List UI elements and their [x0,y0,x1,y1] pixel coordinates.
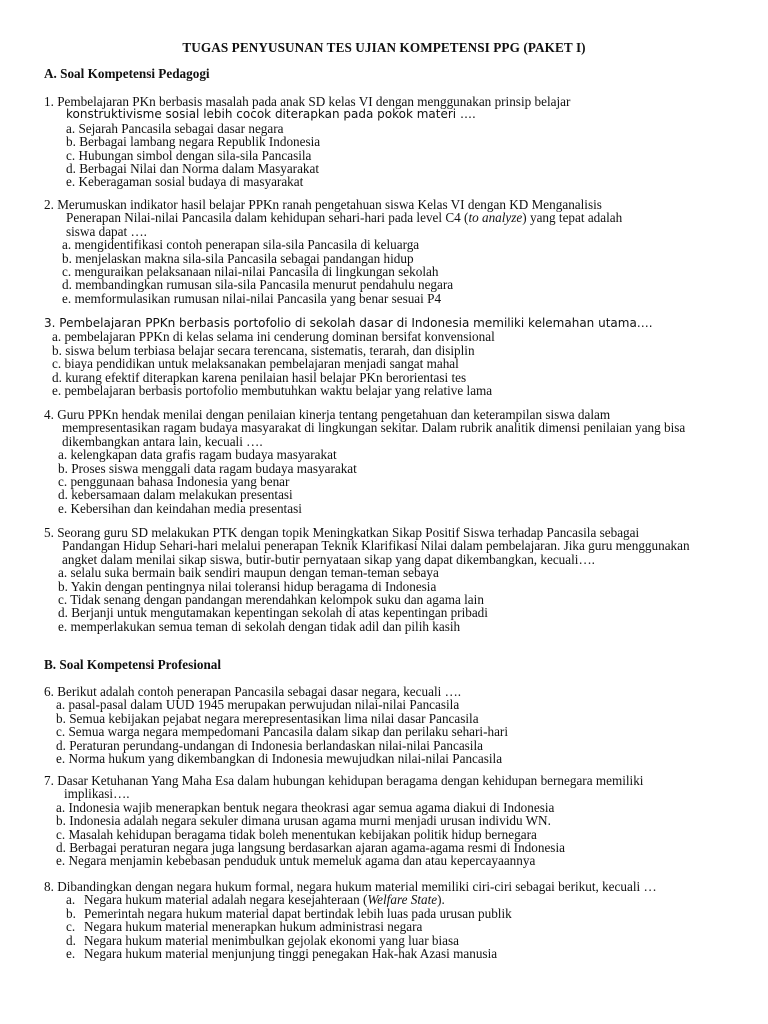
option-italic-text: Welfare State [367,892,438,908]
stem-line: 6. Berikut adalah contoh penerapan Pancasila sebagai dasar negara, kecuali …. [44,684,462,699]
question-1-options [44,122,720,189]
question-5-options [44,566,720,633]
option-d[interactable]: d. membandingkan rumusan sila-sila Pancasila menurut pendahulu negara [62,277,454,293]
question-2-stem [44,198,720,238]
question-6-options [44,698,720,765]
option-a[interactable]: a. Indonesia wajib menerapkan bentuk negara theokrasi agar semua agama diakui di Indonesia [56,799,555,815]
option-d[interactable]: d. Berjanji untuk mengutamakan kepentingan sekolah di atas kepentingan pribadi [58,605,488,621]
option-a[interactable]: a. kelengkapan data grafis ragam budaya masyarakat [58,447,337,463]
question-8-options [44,893,720,960]
stem-line [44,211,720,224]
option-a[interactable]: a. mengidentifikasi contoh penerapan sila-sila Pancasila di keluarga [62,237,420,253]
stem-line: implikasi…. [64,786,130,802]
option-e[interactable]: e. memperlakukan semua teman di sekolah dengan tidak adil dan pilih kasih [58,618,461,634]
stem-line: siswa dapat …. [66,223,147,239]
option-c[interactable]: c. menguraikan pelaksanaan nilai-nilai Pancasila di lingkungan sekolah [62,264,439,280]
stem-text: Penerapan Nilai-nilai Pancasila dalam kehidupan sehari-hari pada level C4 ( [66,210,469,226]
option-e[interactable]: e. Negara menjamin kebebasan penduduk untuk memeluk agama dan atau kepercayaannya [56,853,536,869]
option-d[interactable]: d. kebersamaan dalam melakukan presentasi [58,487,293,503]
option-text: Negara hukum material menerapkan hukum administrasi negara [84,919,423,935]
option-b[interactable]: b. Semua kebijakan pejabat negara merepresentasikan lima nilai dasar Pancasila [56,710,479,726]
question-1 [44,95,720,189]
question-4-stem [44,408,720,448]
question-2-options [44,238,720,305]
option-b[interactable]: b. menjelaskan makna sila-sila Pancasila sebagai pandangan hidup [62,250,414,266]
option-b[interactable]: b. Berbagai lambang negara Republik Indonesia [66,134,321,150]
option-letter: b. [66,905,76,921]
question-3-options [44,330,720,397]
option-c[interactable]: c. Tidak senang dengan pandangan merendahkan kelompok suku dan agama lain [58,592,484,608]
option-e[interactable] [44,947,720,960]
option-c[interactable]: c. penggunaan bahasa Indonesia yang benar [58,474,290,490]
option-e[interactable]: e. Norma hukum yang dikembangkan di Indonesia mewujudkan nilai-nilai Pancasila [56,751,503,767]
option-d[interactable]: d. Berbagai peraturan negara juga langsung berdasarkan ajaran agama-agama resmi di Indonesia [56,840,565,856]
question-3 [44,317,720,397]
option-b[interactable] [44,907,720,920]
option-e[interactable]: e. pembelajaran berbasis portofolio membutuhkan waktu belajar yang relative lama [52,383,493,399]
option-a[interactable]: a. Sejarah Pancasila sebagai dasar negara [66,120,284,136]
option-a[interactable]: a. selalu suka bermain baik sendiri maupun dengan teman-teman sebaya [58,565,439,581]
question-4-options [44,448,720,515]
question-7 [44,774,720,868]
question-6-stem [44,685,720,698]
stem-line: 1. Pembelajaran PKn berbasis masalah pada anak SD kelas VI dengan menggunakan prinsip belajar [44,94,571,109]
option-b[interactable]: b. Indonesia adalah negara sekuler dimana urusan agama murni menjadi urusan individu WN. [56,813,551,829]
question-1-stem [44,95,720,122]
option-c[interactable]: c. biaya pendidikan untuk melaksanakan pembelajaran menjadi sangat mahal [52,356,459,372]
stem-line: mempresentasikan ragam budaya masyarakat di lingkungan sekitar. Dalam rubrik analitik dimensi penilaian yang bisa [62,420,686,436]
option-text: Pemerintah negara hukum material dapat bertindak lebih luas pada urusan publik [84,905,512,921]
stem-line: 2. Merumuskan indikator hasil belajar PPKn ranah pengetahuan siswa Kelas VI dengan KD Menganalisis [44,197,602,212]
stem-line: dikembangkan antara lain, kecuali …. [62,433,263,449]
section-b-heading: B. Soal Kompetensi Profesional [44,657,222,672]
option-d[interactable] [44,934,720,947]
question-2 [44,198,720,305]
option-c[interactable]: c. Masalah kehidupan beragama tidak boleh menentukan kebijakan politik hidup bernegara [56,826,537,842]
stem-line: 4. Guru PPKn hendak menilai dengan penilaian kinerja tentang pengetahuan dan keterampilan siswa dalam [44,407,611,422]
question-8 [44,880,720,960]
stem-line: 3. Pembelajaran PPKn berbasis portofolio di sekolah dasar di Indonesia memiliki kelemahan utama…. [44,316,653,330]
question-6 [44,685,720,765]
option-b[interactable]: b. Yakin dengan pentingnya nilai toleransi hidup beragama di Indonesia [58,578,437,594]
stem-line: Pandangan Hidup Sehari-hari melalui penerapan Teknik Klarifikasi Nilai dalam pembelajaran. Jika guru menggunakan [62,538,690,554]
option-letter: a. [66,892,76,908]
option-b[interactable]: b. Proses siswa menggali data ragam budaya masyarakat [58,460,357,476]
option-c[interactable]: c. Hubungan simbol dengan sila-sila Pancasila [66,147,312,163]
option-d[interactable]: d. Berbagai Nilai dan Norma dalam Masyarakat [66,161,320,177]
option-c[interactable]: c. Semua warga negara mempedomani Pancasila dalam sikap dan perilaku sehari-hari [56,724,508,740]
question-8-stem [44,880,720,893]
stem-line: 5. Seorang guru SD melakukan PTK dengan topik Meningkatkan Sikap Positif Siswa terhadap Pancasila sebagai [44,525,640,540]
option-d[interactable]: d. kurang efektif diterapkan karena penilaian hasil belajar PKn berorientasi tes [52,369,467,385]
question-5 [44,526,720,633]
option-letter: c. [66,919,76,935]
question-7-options [42,801,720,868]
option-c[interactable] [44,920,720,933]
option-text: Negara hukum material menimbulkan gejolak ekonomi yang luar biasa [84,932,459,948]
option-text: Negara hukum material menjunjung tinggi penegakan Hak-hak Azasi manusia [84,946,498,962]
question-4 [44,408,720,515]
stem-text: ) yang tepat adalah [522,210,623,226]
stem-italic-text: to analyze [468,210,523,226]
option-text: Negara hukum material adalah negara kesejahteraan ( [84,892,368,908]
option-e[interactable]: e. memformulasikan rumusan nilai-nilai Pancasila yang benar sesuai P4 [62,290,442,306]
document-title: TUGAS PENYUSUNAN TES UJIAN KOMPETENSI PPG (PAKET I) [182,40,586,55]
stem-line: konstruktivisme sosial lebih cocok diterapkan pada pokok materi …. [66,107,476,122]
question-3-stem [44,317,720,330]
stem-line: 8. Dibandingkan dengan negara hukum formal, negara hukum material memiliki ciri-ciri sebagai berikut, kecuali … [44,879,657,894]
option-a[interactable] [44,893,720,906]
stem-line: 7. Dasar Ketuhanan Yang Maha Esa dalam hubungan kehidupan beragama dengan kehidupan bernegara memiliki [44,773,644,788]
option-letter: e. [66,946,76,962]
section-a-heading: A. Soal Kompetensi Pedagogi [44,66,210,81]
option-e[interactable]: e. Keberagaman sosial budaya di masyarakat [66,174,304,190]
stem-text: angket dalam menilai sikap siswa, butir-butir pernyataan sikap yang dapat dikembangkan, kecuali…. [62,551,595,567]
option-letter: d. [66,932,76,948]
question-7-stem [44,774,720,801]
option-b[interactable]: b. siswa belum terbiasa belajar secara terencana, sistematis, terarah, dan disiplin [52,342,475,358]
stem-line [44,553,720,566]
option-d[interactable]: d. Peraturan perundang-undangan di Indonesia berlandaskan nilai-nilai Pancasila [56,737,483,753]
option-text: ). [437,892,445,908]
option-a[interactable]: a. pembelajaran PPKn di kelas selama ini cenderung dominan bersifat konvensional [52,329,495,345]
option-a[interactable]: a. pasal-pasal dalam UUD 1945 merupakan perwujudan nilai-nilai Pancasila [56,697,460,713]
option-e[interactable]: e. Kebersihan dan keindahan media presentasi [58,500,302,516]
question-5-stem [44,526,720,566]
